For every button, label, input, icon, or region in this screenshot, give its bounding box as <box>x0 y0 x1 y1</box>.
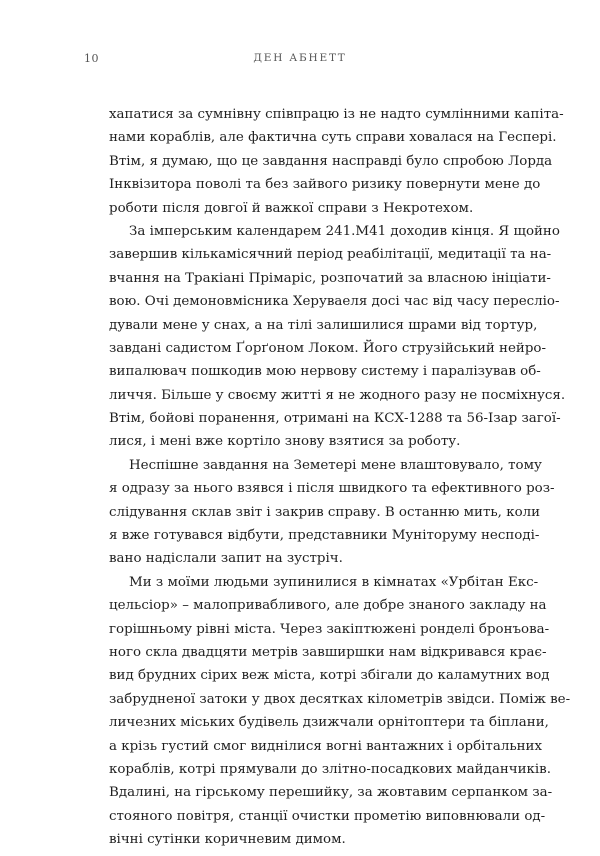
text-line: кораблів, котрі прямували до злітно-посадкових майданчиків. <box>109 761 551 777</box>
paragraph-1 <box>109 103 564 220</box>
text-line: забрудненої затоки у двох десятках кілометрів звідси. Поміж ве- <box>109 691 571 707</box>
text-line: Втім, бойові поранення, отримані на КСХ-1288 та 56-Ізар загої- <box>109 411 561 427</box>
text-line: хапатися за сумнівну співпрацю із не надто сумлінними капіта- <box>109 107 564 122</box>
text-line: вано надіслали запит на зустріч. <box>109 551 343 567</box>
running-header <box>84 52 516 72</box>
text-line: дували мене у снах, а на тілі залишилися шрами від тортур, <box>109 317 538 333</box>
text-line: За імперським календарем 241.M41 доходив кінця. Я щойно <box>129 223 560 239</box>
text-line: завершив кількамісячний період реабілітації, медитації та на- <box>109 247 552 263</box>
paragraph-3 <box>109 454 555 571</box>
text-line: вою. Очі демоновмісника Херуваеля досі час від часу пересліо- <box>109 294 560 310</box>
paragraph-2 <box>109 220 566 454</box>
text-line: роботи після довгої й важкої справи з Некротехом. <box>109 200 474 216</box>
paragraph-4 <box>109 571 571 852</box>
text-line: Вдалині, на гірському перешийку, за жовтавим серпанком за- <box>109 785 553 801</box>
body-text <box>109 103 571 852</box>
text-line: вічні сутінки коричневим димом. <box>109 832 346 848</box>
text-line: личчя. Більше у своєму житті я не жодного разу не посміхнуся. <box>109 387 566 403</box>
text-line: Неспішне завдання на Земетері мене влаштовувало, тому <box>129 457 542 473</box>
text-line: випалювач пошкодив мою нервову систему і паралізував об- <box>109 364 541 380</box>
text-line: а крізь густий смог виднілися вогні вантажних і орбітальних <box>109 738 543 754</box>
text-line: цельсіор» – малопривабливого, але добре знаного закладу на <box>109 598 547 614</box>
text-line: нами кораблів, але фактична суть справи ховалася на Геспері. <box>109 130 557 146</box>
text-line: Ми з моїми людьми зупинилися в кімнатах «Урбітан Екс- <box>129 574 539 590</box>
running-title: ДЕН АБНЕТТ <box>253 52 347 64</box>
text-line: вид брудних сірих веж міста, котрі збігали до каламутних вод <box>109 668 550 684</box>
text-line: слідування склав звіт і закрив справу. В останню мить, коли <box>109 504 541 520</box>
text-line: ного скла двадцяти метрів завширшки нам відкривався крає- <box>109 644 547 660</box>
text-line: стояного повітря, станції очистки прометію виповнювали од- <box>109 808 546 824</box>
text-line: Інквізитора поволі та без зайвого ризику повернути мене до <box>109 177 541 193</box>
text-line: вчання на Тракіані Прімаріс, розпочатий за власною ініціати- <box>109 270 551 286</box>
text-line: я одразу за нього взявся і після швидкого та ефективного роз- <box>109 481 555 497</box>
text-line: завдані садистом Ґорґоном Локом. Його струзійський нейро- <box>109 340 546 356</box>
text-line: лися, і мені вже кортіло знову взятися за роботу. <box>109 434 461 450</box>
page-number: 10 <box>84 52 99 65</box>
text-line: я вже готувався відбути, представники Муніторуму несподі- <box>109 528 540 544</box>
text-line: горішньому рівні міста. Через закіптюжені ронделі бронъова- <box>109 621 550 637</box>
text-line: личезних міських будівель дзижчали орнітоптери та біплани, <box>109 715 549 731</box>
text-line: Втім, я думаю, що це завдання насправді було спробою Лорда <box>109 153 553 169</box>
